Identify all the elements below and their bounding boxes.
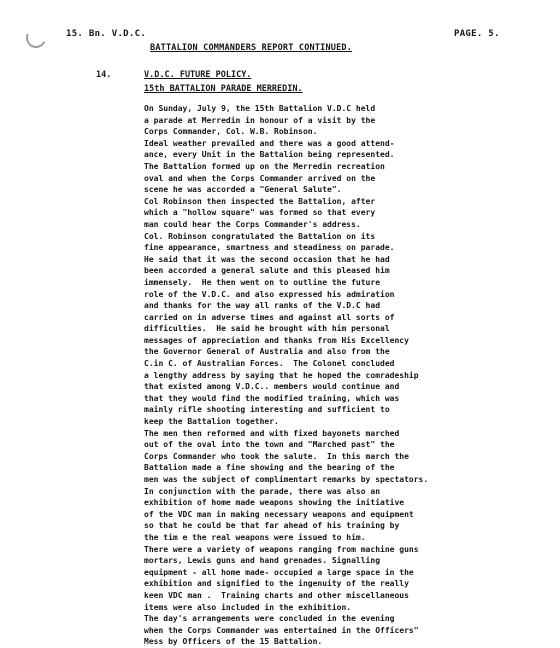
body-line: exhibition and signified to the ingenuity of the really <box>144 579 409 589</box>
body-line: On Sunday, July 9, the 15th Battalion V.D.C held <box>144 104 376 113</box>
body-line: Col Robinson then inspected the Battalion, after <box>144 196 376 206</box>
body-line: men was the subject of complimentart remarks by spectators. <box>144 475 429 484</box>
body-line: The men then reformed and with fixed bayonets marched <box>144 428 400 438</box>
body-line: been accorded a general salute and this pleased him <box>144 266 390 276</box>
body-line: oval and when the Corps Commander arrived on the <box>144 173 376 183</box>
report-title: BATTALION COMMANDERS REPORT CONTINUED. <box>150 43 353 53</box>
body-line: ance, every Unit in the Battalion being represented. <box>144 150 395 160</box>
body-line: In conjunction with the parade, there was also an <box>144 486 381 496</box>
body-line: the Governor General of Australia and also from the <box>144 347 390 357</box>
body-line: when the Corps Commander was entertained in the Officers" <box>144 625 419 635</box>
body-line: The day's arrangements were concluded in the evening <box>144 614 395 624</box>
body-line: Battalion made a fine showing and the bearing of the <box>144 463 395 473</box>
body-line: which a "hollow square" was formed so that every <box>144 208 376 218</box>
body-line: Corps Commander, Col. W.B. Robinson. <box>144 127 318 137</box>
body-line: a lengthy address by saying that he hoped the comradeship <box>144 370 419 380</box>
body-line: exhibition of home made weapons showing the initiative <box>144 498 405 508</box>
body-line: that they would find the modified training, which was <box>144 393 400 403</box>
body-line: a parade at Merredin in honour of a visit by the <box>144 115 376 125</box>
body-line: messages of appreciation and thanks from His Excellency <box>144 335 409 345</box>
report-body <box>144 103 524 648</box>
body-line: There were a variety of weapons ranging from machine guns <box>144 544 419 554</box>
body-line: items were also included in the exhibition. <box>144 602 352 612</box>
body-line: so that he could be that far ahead of his training by <box>144 521 400 531</box>
body-line: Col. Robinson congratulated the Battalion on its <box>144 231 376 241</box>
body-line: He said that it was the second occasion that he had <box>144 254 390 264</box>
body-line: difficulties. He said he brought with him personal <box>144 324 390 334</box>
body-line: keen VDC man . Training charts and other miscellaneous <box>144 590 409 600</box>
body-line: mainly rifle shooting interesting and sufficient to <box>144 405 390 415</box>
body-line: Corps Commander who took the salute. In this march the <box>144 451 409 461</box>
body-line: mortars, Lewis guns and hand grenades. Signalling <box>144 556 381 566</box>
battalion-header: 15. Bn. V.D.C. <box>66 29 147 39</box>
page-number: PAGE. 5. <box>454 29 500 39</box>
body-line: equipment - all home made- occupied a large space in the <box>144 567 414 577</box>
body-line: fine appearance, smartness and steadiness on parade. <box>144 243 395 253</box>
body-line: keep the Battalion together. <box>144 417 279 427</box>
section-heading-block <box>144 68 303 96</box>
body-line: out of the oval into the town and "Marched past" the <box>144 440 395 450</box>
body-line: the tim e the real weapons were issued to him. <box>144 532 366 542</box>
body-line: carried on in adverse times and against all sorts of <box>144 312 395 322</box>
body-line: of the VDC man in making necessary weapons and equipment <box>144 509 414 519</box>
body-line: that existed among V.D.C.. members would continue and <box>144 382 400 392</box>
section-heading: V.D.C. FUTURE POLICY. <box>144 70 252 80</box>
section-subheading: 15th BATTALION PARADE MERREDIN. <box>144 84 303 94</box>
body-line: man could hear the Corps Commander's address. <box>144 219 361 229</box>
body-line: C.in C. of Australian Forces. The Colonel concluded <box>144 359 395 369</box>
body-line: Mess by Officers of the 15 Battalion. <box>144 637 323 647</box>
body-line: role of the V.D.C. and also expressed his admiration <box>144 289 395 299</box>
section-number: 14. <box>96 70 112 80</box>
punch-hole-mark <box>23 25 49 51</box>
body-line: and thanks for the way all ranks of the V.D.C had <box>144 301 381 311</box>
body-line: scene he was accorded a "General Salute". <box>144 185 342 195</box>
body-line: Ideal weather prevailed and there was a good attend- <box>144 138 395 148</box>
body-line: immensely. He then went on to outline the future <box>144 277 381 287</box>
body-line: The Battalion formed up on the Merredin recreation <box>144 161 385 171</box>
